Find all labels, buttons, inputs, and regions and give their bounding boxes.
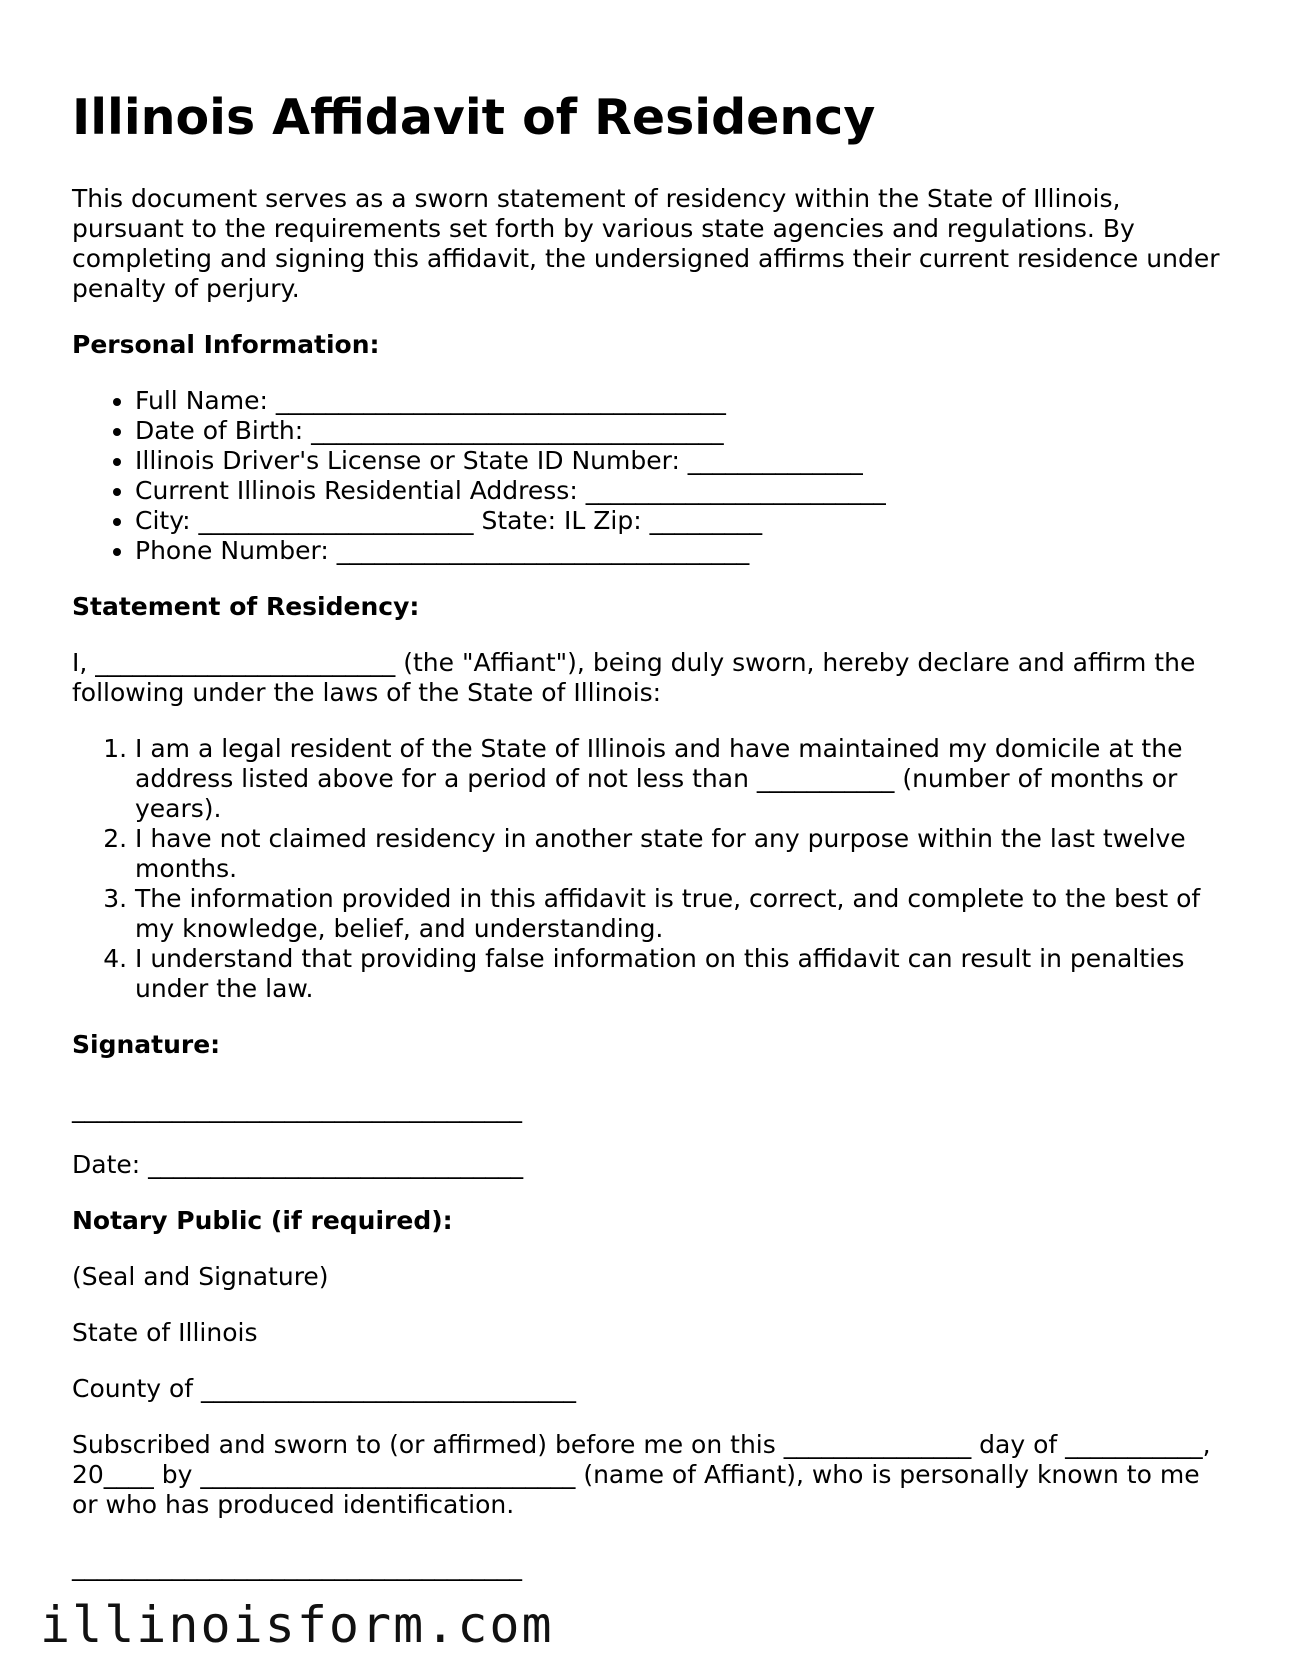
city-state-zip-field[interactable]: • City: ______________________ State: IL Zip: _________ (135, 506, 1232, 536)
phone-number-field[interactable]: • Phone Number: _________________________________ (135, 536, 1232, 566)
statement-item: 4. I understand that providing false information on this affidavit can result in penalties under the law. (135, 944, 1232, 1004)
date-of-birth-field[interactable]: • Date of Birth: _________________________________ (135, 416, 1232, 446)
intro-paragraph: This document serves as a sworn statement of residency within the State of Illinois, pursuant to the requirements set forth by various state agencies and regulations. By completing and signing this affidavit, the undersigned affirms their current residence under penalty of perjury. (72, 184, 1220, 303)
statement-list (72, 734, 1232, 1004)
signature-line[interactable]: ____________________________________ (72, 1094, 522, 1123)
license-id-field[interactable]: • Illinois Driver's License or State ID Number: ______________ (135, 446, 1232, 476)
site-watermark: illinoisform.com (40, 1596, 554, 1654)
affidavit-document (72, 88, 1232, 1608)
full-name-field[interactable]: • Full Name: ____________________________________ (135, 386, 1232, 416)
notary-state-text: State of Illinois (72, 1318, 258, 1347)
notary-seal-text: (Seal and Signature) (72, 1262, 329, 1291)
notary-signature-line[interactable]: ____________________________________ (72, 1552, 522, 1581)
document-title: Illinois Affidavit of Residency (72, 89, 876, 146)
signature-heading: Signature: (72, 1030, 221, 1059)
address-field[interactable]: • Current Illinois Residential Address: ________________________ (135, 476, 1232, 506)
notary-subscribed-text: Subscribed and sworn to (or affirmed) before me on this _______________ day of ___________, 20____ by ______________________________ (name of Affiant), who is personally known to me or who has produced identification. (72, 1430, 1211, 1519)
statement-item: 2. I have not claimed residency in another state for any purpose within the last twelve months. (135, 824, 1232, 884)
notary-county-field[interactable]: County of ______________________________ (72, 1374, 577, 1403)
statement-item: 3. The information provided in this affidavit is true, correct, and complete to the best of my knowledge, belief, and understanding. (135, 884, 1232, 944)
statement-heading: Statement of Residency: (72, 592, 420, 621)
signature-date-field[interactable]: Date: ______________________________ (72, 1150, 524, 1179)
notary-heading: Notary Public (if required): (72, 1206, 453, 1235)
statement-item: 1. I am a legal resident of the State of Illinois and have maintained my domicile at the address listed above for a period of not less than ___________ (number of months or years). (135, 734, 1232, 824)
personal-info-list (72, 386, 1232, 566)
personal-info-heading: Personal Information: (72, 330, 380, 359)
statement-opening: I, ________________________ (the "Affiant"), being duly sworn, hereby declare and affirm the following under the laws of the State of Illinois: (72, 648, 1196, 707)
